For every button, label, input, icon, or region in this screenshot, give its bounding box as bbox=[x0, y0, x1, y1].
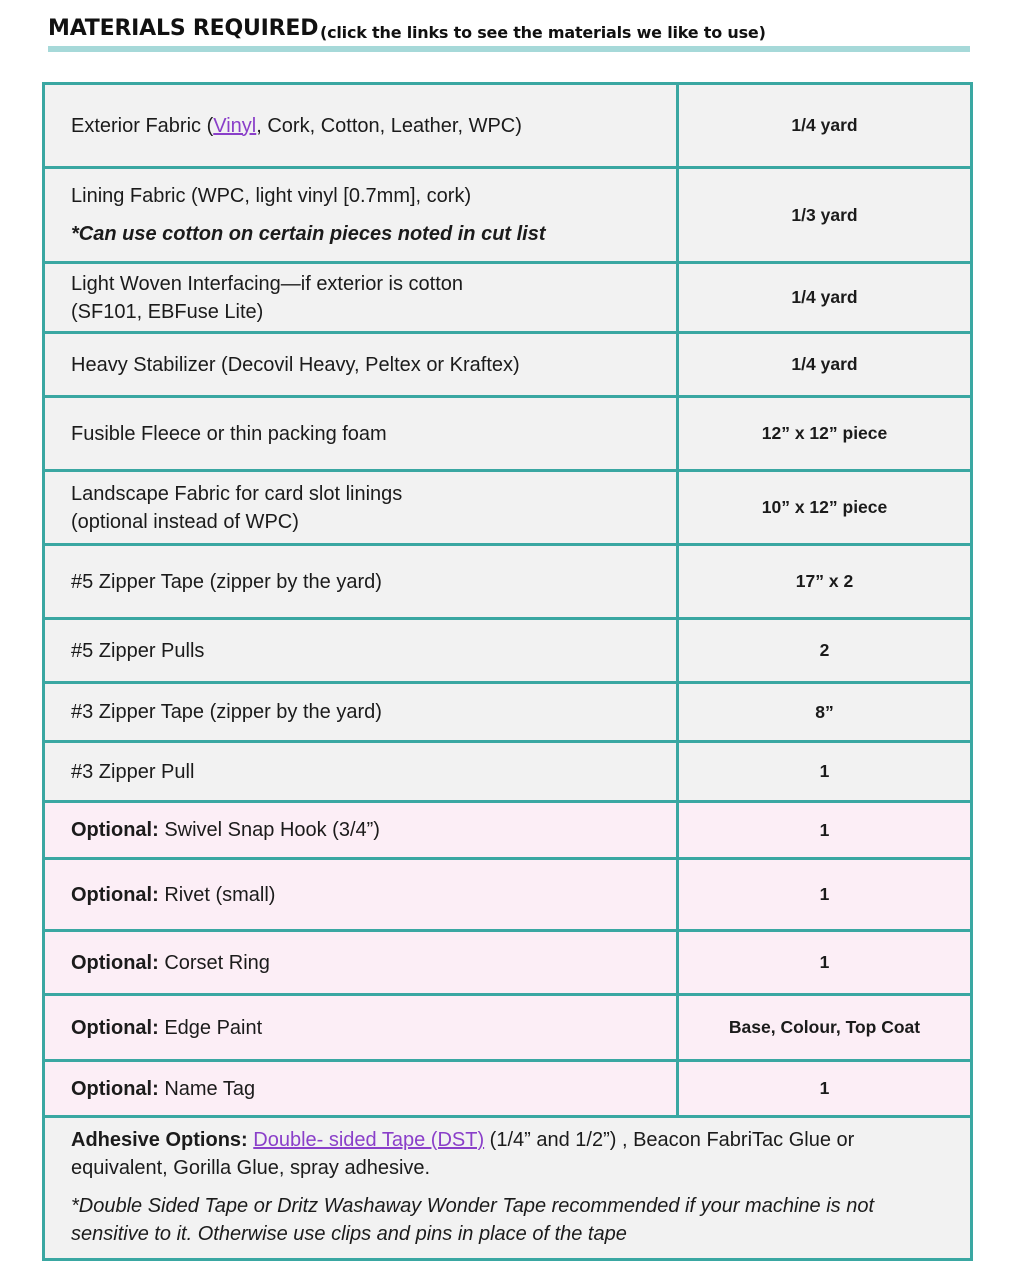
quantity-cell: 1 bbox=[678, 742, 972, 802]
table-row bbox=[44, 263, 972, 333]
quantity-cell: 1 bbox=[678, 1061, 972, 1117]
item-cell: Optional: Edge Paint bbox=[44, 995, 678, 1061]
header-underline bbox=[48, 46, 970, 52]
table-row-optional bbox=[44, 802, 972, 859]
table-row bbox=[44, 333, 972, 397]
item-cell: Fusible Fleece or thin packing foam bbox=[44, 397, 678, 471]
optional-label: Optional: bbox=[71, 1077, 159, 1100]
item-cell: Landscape Fabric for card slot linings (optional instead of WPC) bbox=[44, 471, 678, 545]
optional-label: Optional: bbox=[71, 1016, 159, 1039]
item-cell: Optional: Rivet (small) bbox=[44, 859, 678, 931]
quantity-cell: 1/4 yard bbox=[678, 263, 972, 333]
quantity-cell: 1/4 yard bbox=[678, 84, 972, 168]
quantity-cell: 17” x 2 bbox=[678, 545, 972, 619]
item-cell: #3 Zipper Tape (zipper by the yard) bbox=[44, 683, 678, 742]
item-cell: Lining Fabric (WPC, light vinyl [0.7mm], cork) *Can use cotton on certain pieces noted in cut list bbox=[44, 168, 678, 263]
quantity-cell: 1/4 yard bbox=[678, 333, 972, 397]
item-cell: Optional: Corset Ring bbox=[44, 931, 678, 995]
adhesive-cell: Adhesive Options: Double- sided Tape (DST) (1/4” and 1/2”) , Beacon FabriTac Glue or equivalent, Gorilla Glue, spray adhesive. *Double Sided Tape or Dritz Washaway Wonder Tape recommended if your machine is not sensitive to it. Otherwise use clips and pins in place of the tape bbox=[44, 1117, 972, 1260]
table-row bbox=[44, 683, 972, 742]
item-cell: Optional: Name Tag bbox=[44, 1061, 678, 1117]
table-row bbox=[44, 742, 972, 802]
item-cell: #5 Zipper Pulls bbox=[44, 619, 678, 683]
quantity-cell: Base, Colour, Top Coat bbox=[678, 995, 972, 1061]
adhesive-label: Adhesive Options: bbox=[71, 1129, 248, 1151]
quantity-cell: 12” x 12” piece bbox=[678, 397, 972, 471]
materials-table bbox=[42, 82, 973, 1261]
table-row-optional bbox=[44, 995, 972, 1061]
vinyl-link[interactable]: Vinyl bbox=[213, 114, 257, 137]
item-cell: #3 Zipper Pull bbox=[44, 742, 678, 802]
quantity-cell: 1 bbox=[678, 859, 972, 931]
quantity-cell: 10” x 12” piece bbox=[678, 471, 972, 545]
quantity-cell: 1 bbox=[678, 931, 972, 995]
quantity-cell: 2 bbox=[678, 619, 972, 683]
item-cell: Light Woven Interfacing—if exterior is cotton (SF101, EBFuse Lite) bbox=[44, 263, 678, 333]
quantity-cell: 8” bbox=[678, 683, 972, 742]
page-subtitle: (click the links to see the materials we like to use) bbox=[320, 23, 766, 42]
item-cell: #5 Zipper Tape (zipper by the yard) bbox=[44, 545, 678, 619]
table-row-optional bbox=[44, 859, 972, 931]
adhesive-row bbox=[44, 1117, 972, 1260]
double-sided-tape-link[interactable]: Double- sided Tape (DST) bbox=[253, 1129, 485, 1151]
table-row bbox=[44, 397, 972, 471]
table-row bbox=[44, 84, 972, 168]
page-title: MATERIALS REQUIRED bbox=[48, 16, 319, 41]
item-cell: Exterior Fabric (Vinyl, Cork, Cotton, Leather, WPC) bbox=[44, 84, 678, 168]
quantity-cell: 1/3 yard bbox=[678, 168, 972, 263]
quantity-cell: 1 bbox=[678, 802, 972, 859]
materials-header bbox=[48, 14, 970, 54]
optional-label: Optional: bbox=[71, 951, 159, 974]
table-row bbox=[44, 545, 972, 619]
table-row bbox=[44, 619, 972, 683]
optional-label: Optional: bbox=[71, 883, 159, 906]
item-cell: Optional: Swivel Snap Hook (3/4”) bbox=[44, 802, 678, 859]
optional-label: Optional: bbox=[71, 819, 159, 841]
table-row-optional bbox=[44, 931, 972, 995]
item-cell: Heavy Stabilizer (Decovil Heavy, Peltex or Kraftex) bbox=[44, 333, 678, 397]
table-row bbox=[44, 168, 972, 263]
lining-note: *Can use cotton on certain pieces noted in cut list bbox=[71, 223, 546, 245]
adhesive-note: *Double Sided Tape or Dritz Washaway Wonder Tape recommended if your machine is not sensitive to it. Otherwise use clips and pins in place of the tape bbox=[71, 1195, 875, 1245]
table-row-optional bbox=[44, 1061, 972, 1117]
table-row bbox=[44, 471, 972, 545]
